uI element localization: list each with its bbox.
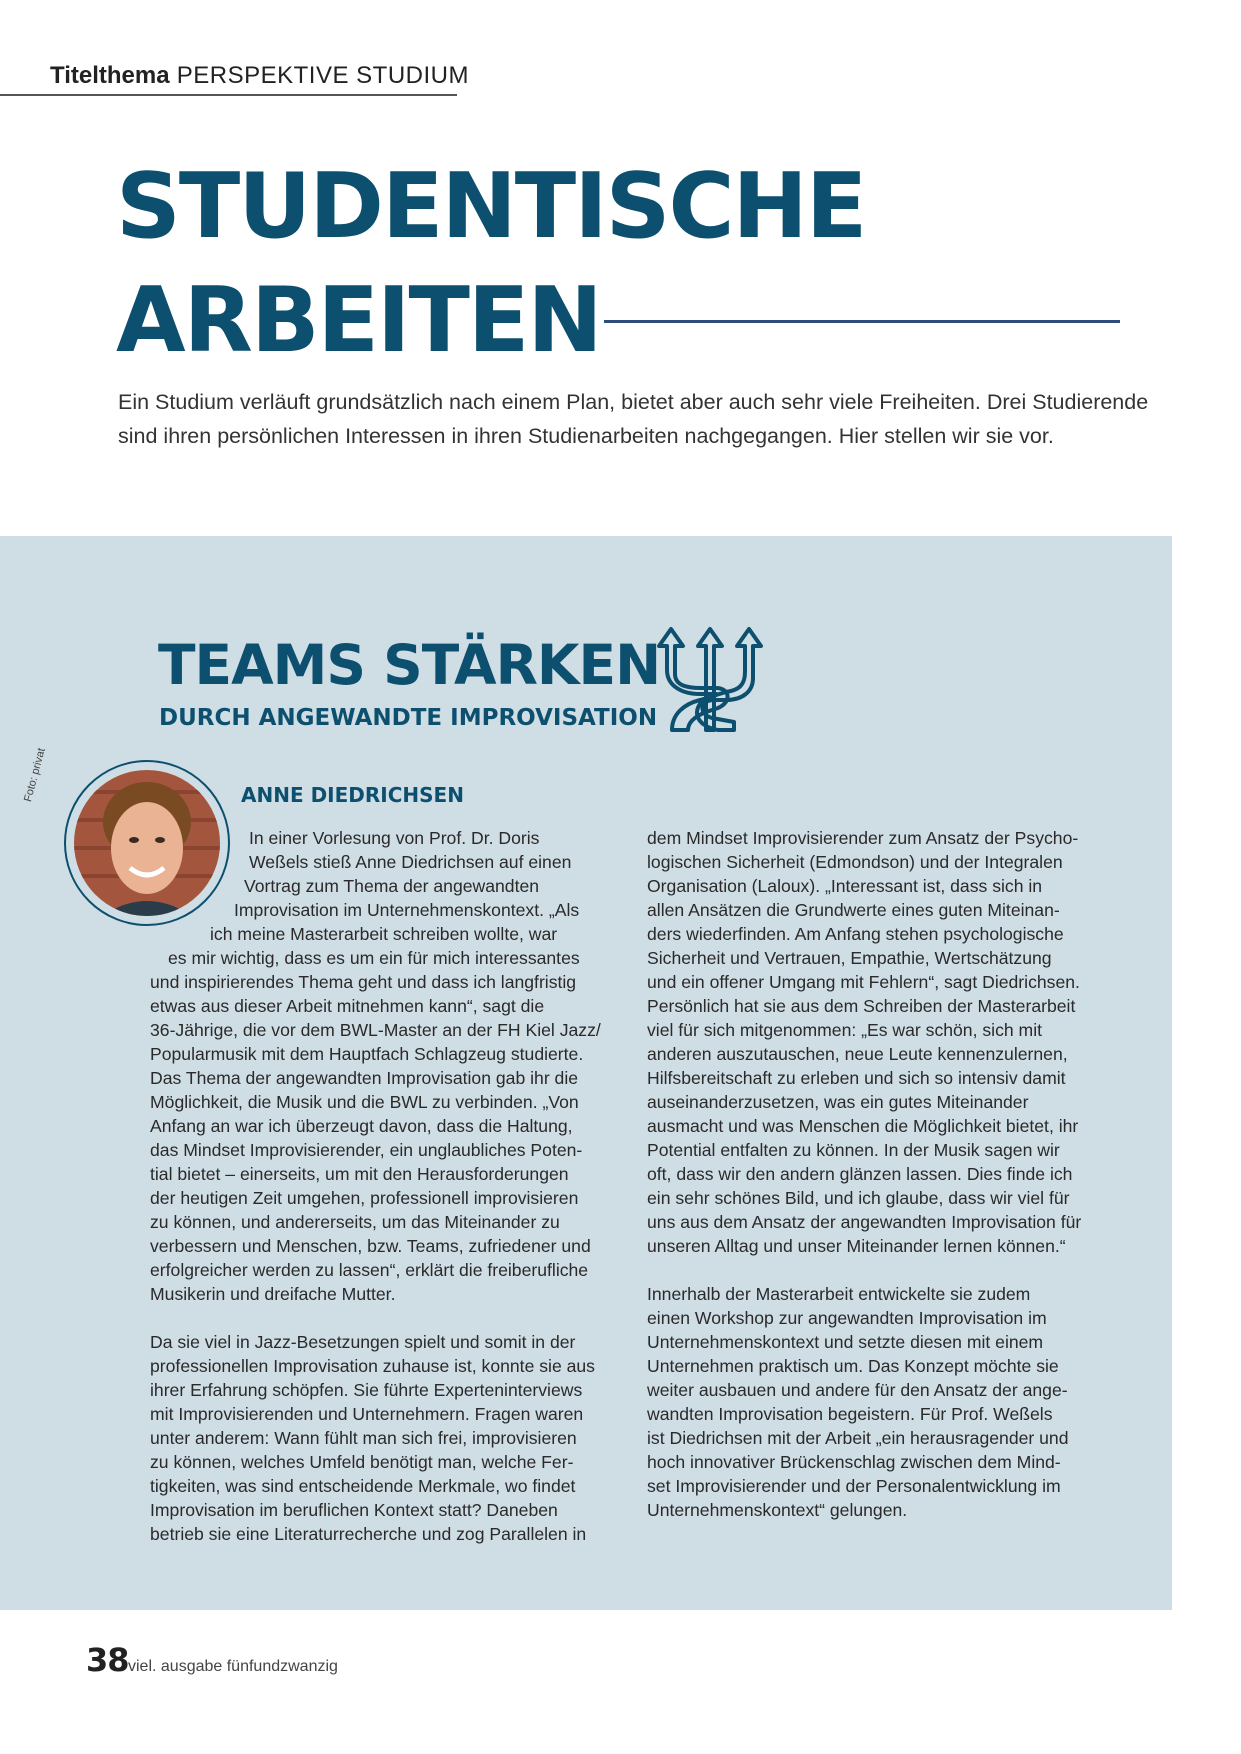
body-text-line: ein sehr schönes Bild, und ich glaube, dass wir viel für [647, 1188, 1070, 1208]
body-text-line: viel für sich mitgenommen: „Es war schön, sich mit [647, 1020, 1043, 1040]
body-text-line: Organisation (Laloux). „Interessant ist, dass sich in [647, 876, 1043, 896]
body-text-line: professionellen Improvisation zuhause ist, konnte sie aus [150, 1356, 595, 1376]
page-title [116, 150, 865, 378]
body-text-line: tial bietet – einerseits, um mit den Herausforderungen [150, 1164, 569, 1184]
body-text-line: Hilfsbereitschaft zu erleben und sich so intensiv damit [647, 1068, 1066, 1088]
body-text-line: wandten Improvisation begeistern. Für Prof. Weßels [647, 1404, 1053, 1424]
section-label: PERSPEKTIVE STUDIUM [176, 62, 469, 89]
body-text-line: und ein offener Umgang mit Fehlern“, sagt Diedrichsen. [647, 972, 1080, 992]
section-label-bold: Titelthema [50, 62, 170, 89]
body-text-line: ihrer Erfahrung schöpfen. Sie führte Experteninterviews [150, 1380, 583, 1400]
body-text-line: Weßels stieß Anne Diedrichsen auf einen [249, 852, 572, 872]
body-text-line: etwas aus dieser Arbeit mitnehmen kann“, sagt die [150, 996, 545, 1016]
body-text-line: tigkeiten, was sind entscheidende Merkmale, wo findet [150, 1476, 576, 1496]
body-text-line: Potential entfalten zu können. In der Musik sagen wir [647, 1140, 1060, 1160]
paragraph-break [150, 1306, 650, 1330]
article-column-left [150, 826, 650, 1546]
header-divider [0, 94, 457, 96]
body-text-line: Persönlich hat sie aus dem Schreiben der Masterarbeit [647, 996, 1076, 1016]
body-text-line: logischen Sicherheit (Edmondson) und der Integralen [647, 852, 1063, 872]
body-text-line: betrieb sie eine Literaturrecherche und zog Parallelen in [150, 1524, 587, 1544]
body-text-line: zu können, welches Umfeld benötigt man, welche Fer- [150, 1452, 574, 1472]
photo-credit: Foto: privat [22, 746, 48, 804]
body-text-line: auseinanderzusetzen, was ein gutes Miteinander [647, 1092, 1029, 1112]
body-text-line: unseren Alltag und unser Miteinander lernen können.“ [647, 1236, 1066, 1256]
body-text-line: unter anderem: Wann fühlt man sich frei, improvisieren [150, 1428, 577, 1448]
intro-line-1: Ein Studium verläuft grundsätzlich nach einem Plan, bietet aber auch sehr viele Freiheiten. Drei Studierende [118, 390, 1149, 414]
author-name: ANNE DIEDRICHSEN [241, 783, 464, 807]
body-text-line: weiter ausbauen und andere für den Ansatz der ange- [647, 1380, 1068, 1400]
page-number: 38 [86, 1641, 129, 1679]
article-subtitle: DURCH ANGEWANDTE IMPROVISATION [159, 705, 658, 731]
body-text-line: allen Ansätzen die Grundwerte eines guten Miteinan- [647, 900, 1060, 920]
body-text-line: Anfang an war ich überzeugt davon, dass die Haltung, [150, 1116, 573, 1136]
body-text-line: Da sie viel in Jazz-Besetzungen spielt und somit in der [150, 1332, 576, 1352]
body-text-line: Musikerin und dreifache Mutter. [150, 1284, 396, 1304]
article-title: TEAMS STÄRKEN [158, 633, 661, 697]
body-text-line: uns aus dem Ansatz der angewandten Improvisation für [647, 1212, 1082, 1232]
body-text-line: anderen auszutauschen, neue Leute kennenzulernen, [647, 1044, 1068, 1064]
body-text-line: oft, dass wir den andern glänzen lassen. Dies finde ich [647, 1164, 1073, 1184]
article-column-right [647, 826, 1147, 1522]
body-text-line: Sicherheit und Vertrauen, Empathie, Wertschätzung [647, 948, 1052, 968]
body-text-line: und inspirierendes Thema geht und dass ich langfristig [150, 972, 577, 992]
body-text-line: verbessern und Menschen, bzw. Teams, zufriedener und [150, 1236, 591, 1256]
body-text-line: Popularmusik mit dem Hauptfach Schlagzeug studierte. [150, 1044, 584, 1064]
body-text-line: Vortrag zum Thema der angewandten [244, 876, 540, 896]
body-text-line: der heutigen Zeit umgehen, professionell improvisieren [150, 1188, 579, 1208]
body-text-line: erfolgreicher werden zu lassen“, erklärt die freiberufliche [150, 1260, 589, 1280]
body-text-line: In einer Vorlesung von Prof. Dr. Doris [249, 828, 540, 848]
body-text-line: Unternehmenskontext“ gelungen. [647, 1500, 908, 1520]
body-text-line: hoch innovativer Brückenschlag zwischen dem Mind- [647, 1452, 1061, 1472]
body-text-line: 36-Jährige, die vor dem BWL-Master an der FH Kiel Jazz/ [150, 1020, 601, 1040]
body-text-line: ist Diedrichsen mit der Arbeit „ein herausragender und [647, 1428, 1069, 1448]
body-text-line: mit Improvisierenden und Unternehmern. Fragen waren [150, 1404, 584, 1424]
section-header [50, 60, 469, 92]
body-text-line: ich meine Masterarbeit schreiben wollte, war [210, 924, 558, 944]
body-text-line: Das Thema der angewandten Improvisation gab ihr die [150, 1068, 579, 1088]
page-title-line-1: STUDENTISCHE [116, 154, 866, 259]
body-text-line: Unternehmenskontext und setzte diesen mit einem [647, 1332, 1044, 1352]
body-text-line: Unternehmen praktisch um. Das Konzept möchte sie [647, 1356, 1059, 1376]
body-text-line: zu können, und andererseits, um das Miteinander zu [150, 1212, 560, 1232]
body-text-line: Improvisation im Unternehmenskontext. „Als [234, 900, 580, 920]
body-text-line: einen Workshop zur angewandten Improvisation im [647, 1308, 1047, 1328]
title-divider [604, 320, 1120, 323]
intro-text [118, 385, 1149, 453]
body-text-line: ausmacht und was Menschen die Möglichkeit bietet, ihr [647, 1116, 1079, 1136]
body-text-line: es mir wichtig, dass es um ein für mich interessantes [168, 948, 580, 968]
publication-name: viel. ausgabe fünfundzwanzig [128, 1658, 338, 1675]
body-text-line: Möglichkeit, die Musik und die BWL zu verbinden. „Von [150, 1092, 579, 1112]
intro-line-2: sind ihren persönlichen Interessen in ihren Studienarbeiten nachgegangen. Hier stellen wir sie vor. [118, 424, 1054, 448]
body-text-line: dem Mindset Improvisierender zum Ansatz der Psycho- [647, 828, 1079, 848]
body-text-line: set Improvisierender und der Personalentwicklung im [647, 1476, 1061, 1496]
body-text-line: Innerhalb der Masterarbeit entwickelte sie zudem [647, 1284, 1031, 1304]
body-text-line: das Mindset Improvisierender, ein unglaubliches Poten- [150, 1140, 583, 1160]
paragraph-break [647, 1258, 1147, 1282]
body-text-line: Improvisation im beruflichen Kontext statt? Daneben [150, 1500, 558, 1520]
body-text-line: ders wiederfinden. Am Anfang stehen psychologische [647, 924, 1064, 944]
arrows-intertwined-icon [654, 622, 766, 740]
page-title-line-2: ARBEITEN [116, 268, 601, 373]
